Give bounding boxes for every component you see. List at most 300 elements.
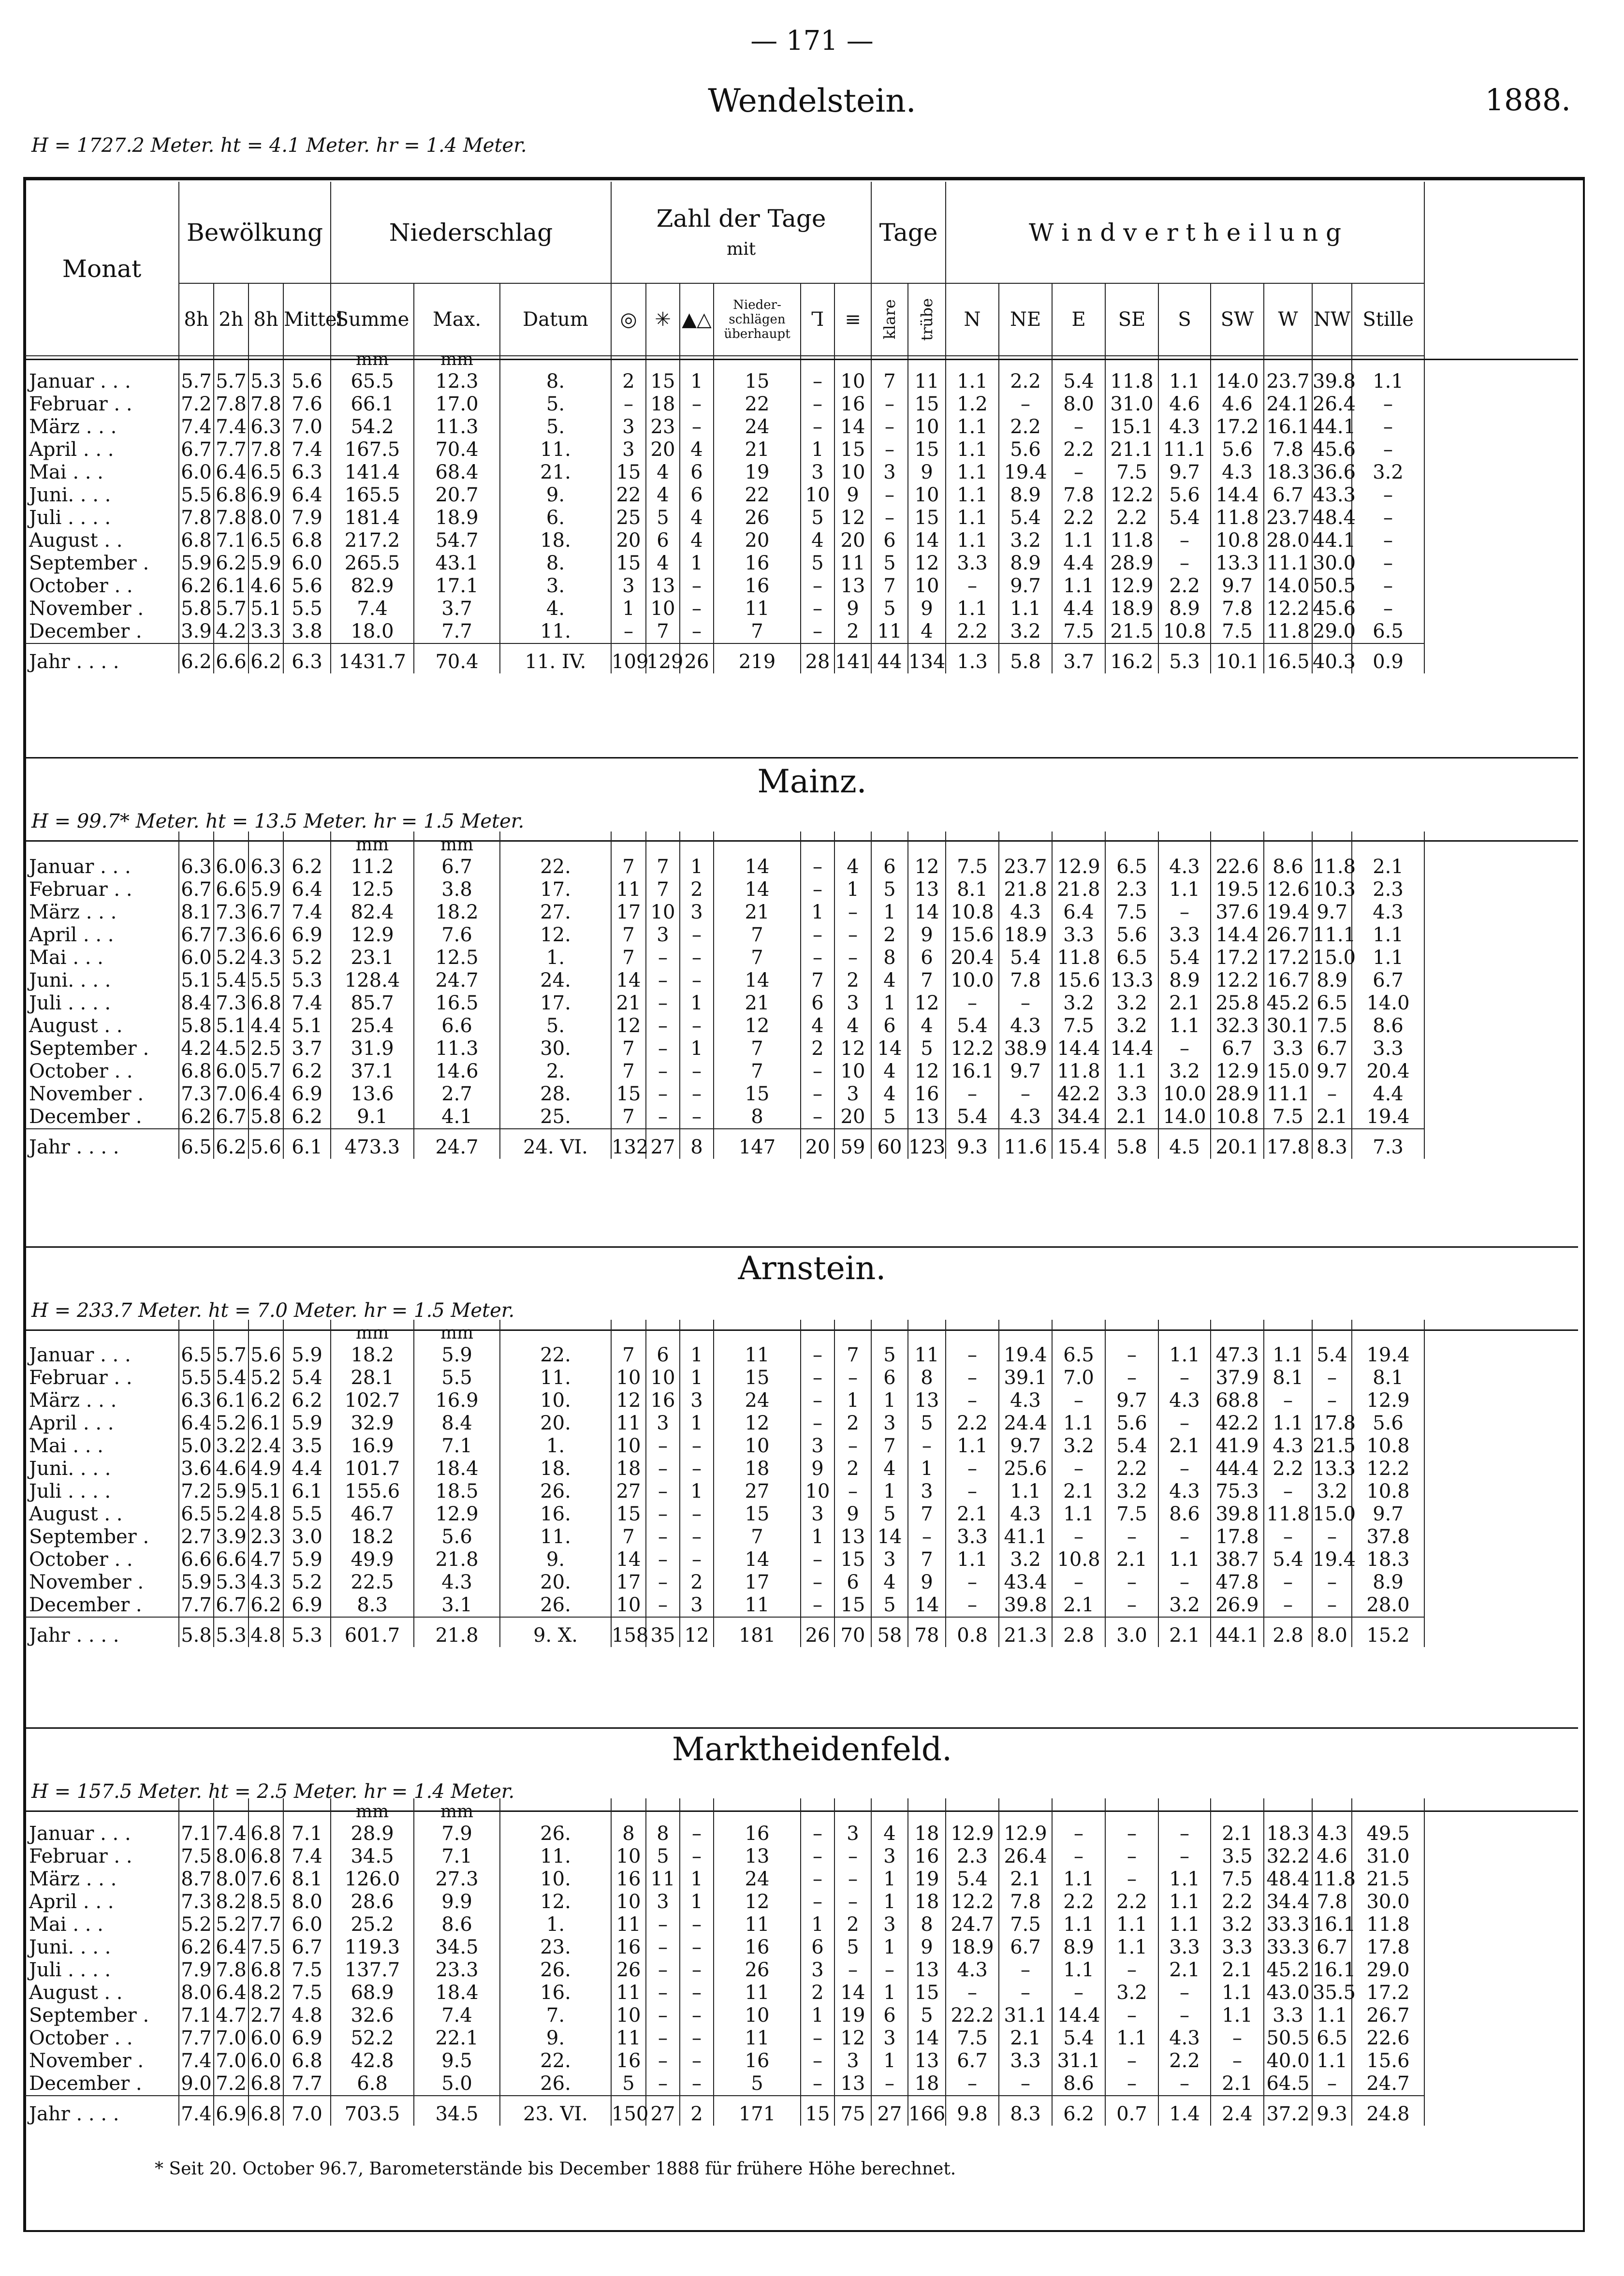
cell: 25.4: [331, 1015, 414, 1037]
cell: 2.2: [946, 1412, 999, 1435]
cell: 10: [646, 901, 680, 924]
cell: 6: [646, 1344, 680, 1367]
unit-cell: [214, 1320, 249, 1344]
cell: 6: [834, 1571, 871, 1594]
cell: 30.1: [1264, 1015, 1312, 1037]
cell: –: [908, 1526, 946, 1548]
cell: –: [1158, 901, 1211, 924]
cell: 165.5: [331, 484, 414, 507]
cell: 26.: [500, 1594, 611, 1617]
cell: 4.6: [1312, 1845, 1352, 1868]
cell: 9: [908, 598, 946, 620]
cell: 1.2: [946, 393, 999, 416]
cell: –: [1052, 1526, 1105, 1548]
table-row: [25, 2004, 1424, 2027]
cell: 12.9: [1052, 856, 1105, 878]
cell: 24: [714, 1389, 801, 1412]
cell: 7.4: [179, 2050, 214, 2072]
cell: 7.8: [249, 438, 283, 461]
cell: –: [801, 1548, 834, 1571]
unit-cell: [25, 1320, 179, 1344]
cell: 5.6: [1211, 438, 1264, 461]
cell: 18.3: [1264, 461, 1312, 484]
cell: 7.8: [214, 393, 249, 416]
cell: 7.9: [283, 507, 331, 529]
cell: –: [1105, 1868, 1158, 1891]
cell: 12: [611, 1015, 646, 1037]
cell: 7.1: [283, 1823, 331, 1845]
cell: –: [680, 1435, 714, 1458]
year-cell: 5.8: [179, 1617, 214, 1647]
year-cell: 24.7: [414, 1129, 500, 1159]
cell: 4.6: [1158, 393, 1211, 416]
year-cell: 2.8: [1052, 1617, 1105, 1647]
cell: 7.8: [999, 969, 1052, 992]
station-title-3: Marktheidenfeld.: [672, 1731, 952, 1768]
cell: 3.3: [249, 620, 283, 643]
cell: 14: [834, 1982, 871, 2004]
cell: 12: [908, 552, 946, 575]
table-row: [25, 1037, 1424, 1060]
cell: 1.1: [946, 484, 999, 507]
cell: 2.1: [1158, 992, 1211, 1015]
cell: 7.8: [1264, 438, 1312, 461]
cell: 4.3: [999, 1503, 1052, 1526]
month-label: Januar . . .: [25, 1823, 179, 1845]
cell: 2.2: [1105, 1458, 1158, 1480]
cell: –: [1352, 529, 1424, 552]
year-cell: 5.8: [999, 643, 1052, 673]
cell: 7.3: [214, 992, 249, 1015]
cell: 6.2: [179, 575, 214, 598]
cell: 9.: [500, 1548, 611, 1571]
cell: 24.: [500, 969, 611, 992]
month-label: Februar . .: [25, 393, 179, 416]
cell: 4.2: [214, 620, 249, 643]
unit-cell: [25, 832, 179, 856]
cell: 6.2: [249, 1389, 283, 1412]
cell: 13: [834, 575, 871, 598]
cell: 30.0: [1352, 1891, 1424, 1913]
cell: 1.1: [1052, 1913, 1105, 1936]
cell: –: [646, 1480, 680, 1503]
cell: 18.2: [414, 901, 500, 924]
cell: 14: [714, 878, 801, 901]
cell: –: [646, 1936, 680, 1959]
cell: 5.6: [999, 438, 1052, 461]
year-row: [25, 1617, 1424, 1647]
cell: 7.6: [249, 1868, 283, 1891]
unit-cell: [1312, 832, 1352, 856]
cell: –: [801, 1868, 834, 1891]
cell: 8.0: [214, 1868, 249, 1891]
cell: 7: [611, 924, 646, 947]
cell: 27: [611, 1480, 646, 1503]
cell: 4.4: [1352, 1083, 1424, 1106]
month-label: Februar . .: [25, 1845, 179, 1868]
cell: 7.8: [999, 1891, 1052, 1913]
cell: 4: [908, 620, 946, 643]
cell: 3.3: [1158, 924, 1211, 947]
cell: –: [680, 1845, 714, 1868]
cell: 12: [834, 1037, 871, 1060]
unit-cell: [680, 832, 714, 856]
cell: 15: [834, 438, 871, 461]
cell: 27.: [500, 901, 611, 924]
cell: 15: [908, 438, 946, 461]
cell: 11.3: [414, 416, 500, 438]
subheader-klare: klare: [871, 283, 908, 356]
cell: –: [946, 2072, 999, 2096]
cell: 10: [611, 1594, 646, 1617]
cell: 7: [611, 947, 646, 969]
cell: 6.0: [283, 1913, 331, 1936]
cell: 39.8: [999, 1594, 1052, 1617]
cell: 4.6: [249, 575, 283, 598]
cell: 6.8: [249, 992, 283, 1015]
cell: 9: [908, 1571, 946, 1594]
unit-cell: [999, 1798, 1052, 1823]
cell: 7.6: [414, 924, 500, 947]
cell: 15: [611, 1503, 646, 1526]
cell: 14: [714, 856, 801, 878]
cell: 2.2: [1105, 1891, 1158, 1913]
cell: 6.9: [249, 484, 283, 507]
cell: –: [680, 1959, 714, 1982]
subheader-e: E: [1052, 283, 1105, 356]
cell: 1.1: [1158, 1548, 1211, 1571]
station-title-1: Mainz.: [757, 763, 867, 800]
cell: –: [999, 1083, 1052, 1106]
cell: 5.6: [1158, 484, 1211, 507]
cell: 7.7: [179, 2027, 214, 2050]
cell: 5.6: [249, 1344, 283, 1367]
cell: 24.1: [1264, 393, 1312, 416]
subheader-ne: NE: [999, 283, 1052, 356]
cell: 18.9: [1105, 598, 1158, 620]
unit-cell: [646, 346, 680, 370]
cell: 7: [646, 620, 680, 643]
cell: –: [801, 1823, 834, 1845]
cell: 4.4: [249, 1015, 283, 1037]
month-label: August . .: [25, 1015, 179, 1037]
cell: –: [834, 901, 871, 924]
cell: 13: [908, 1106, 946, 1129]
cell: 7.5: [283, 1959, 331, 1982]
cell: 3: [611, 416, 646, 438]
cell: 11.3: [414, 1037, 500, 1060]
cell: 6.2: [283, 856, 331, 878]
cell: 1.1: [1052, 1959, 1105, 1982]
cell: 6.5: [1105, 856, 1158, 878]
cell: 5.6: [1105, 924, 1158, 947]
cell: –: [1052, 461, 1105, 484]
cell: 14: [871, 1037, 908, 1060]
cell: 23: [646, 416, 680, 438]
year-cell: 16.2: [1105, 643, 1158, 673]
unit-mm: mm: [414, 832, 500, 856]
cell: 2.1: [946, 1503, 999, 1526]
cell: 2.3: [249, 1526, 283, 1548]
cell: –: [1264, 1480, 1312, 1503]
cell: 7.6: [283, 393, 331, 416]
cell: 3: [834, 2050, 871, 2072]
cell: –: [680, 2072, 714, 2096]
cell: 6.8: [249, 1959, 283, 1982]
unit-cell: [500, 1798, 611, 1823]
cell: 7.4: [283, 438, 331, 461]
cell: 141.4: [331, 461, 414, 484]
subheader-mist: ≡: [834, 283, 871, 356]
cell: 1: [680, 1480, 714, 1503]
cell: 9.7: [1312, 1060, 1352, 1083]
unit-cell: [946, 1798, 999, 1823]
cell: 14: [908, 901, 946, 924]
cell: –: [801, 393, 834, 416]
cell: 1: [680, 992, 714, 1015]
unit-cell: [999, 832, 1052, 856]
cell: 3: [871, 1845, 908, 1868]
unit-cell: [1312, 1798, 1352, 1823]
table-row: [25, 529, 1424, 552]
cell: 2: [680, 878, 714, 901]
cell: 18: [646, 393, 680, 416]
cell: 119.3: [331, 1936, 414, 1959]
cell: 14.0: [1264, 575, 1312, 598]
cell: 25.8: [1211, 992, 1264, 1015]
cell: 1.: [500, 947, 611, 969]
year-cell: 44: [871, 643, 908, 673]
cell: 26: [611, 1959, 646, 1982]
cell: 20: [714, 529, 801, 552]
cell: 1: [801, 1913, 834, 1936]
cell: –: [1158, 1982, 1211, 2004]
cell: 16: [714, 575, 801, 598]
cell: –: [1352, 438, 1424, 461]
cell: –: [946, 992, 999, 1015]
cell: 6.7: [179, 878, 214, 901]
cell: –: [801, 575, 834, 598]
cell: 6.7: [214, 1594, 249, 1617]
header-windvertheilung: W i n d v e r t h e i l u n g: [946, 182, 1424, 283]
cell: 2.3: [1352, 878, 1424, 901]
cell: 28.1: [331, 1367, 414, 1389]
cell: 14.4: [1105, 1037, 1158, 1060]
cell: –: [611, 393, 646, 416]
cell: 4.2: [179, 1037, 214, 1060]
cell: –: [1158, 1458, 1211, 1480]
cell: 6.9: [283, 1594, 331, 1617]
cell: 17.2: [1352, 1982, 1424, 2004]
cell: 7.8: [214, 1959, 249, 1982]
cell: 2.2: [1105, 507, 1158, 529]
unit-cell: [611, 832, 646, 856]
cell: 3.3: [946, 552, 999, 575]
cell: 5.8: [179, 1015, 214, 1037]
cell: 8.1: [946, 878, 999, 901]
cell: 4: [801, 1015, 834, 1037]
cell: 3.6: [179, 1458, 214, 1480]
year-cell: 27: [646, 1129, 680, 1159]
cell: 2.1: [1158, 1959, 1211, 1982]
cell: 1: [680, 1868, 714, 1891]
cell: 4.8: [283, 2004, 331, 2027]
cell: 54.2: [331, 416, 414, 438]
cell: 137.7: [331, 1959, 414, 1982]
cell: 8.4: [414, 1412, 500, 1435]
page-number: — 171 —: [750, 25, 874, 57]
cell: 7.8: [249, 393, 283, 416]
year-cell: 5.3: [283, 1617, 331, 1647]
table-row: [25, 507, 1424, 529]
cell: 11: [714, 1344, 801, 1367]
cell: 5.9: [283, 1344, 331, 1367]
cell: 6.8: [179, 529, 214, 552]
unit-cell: [999, 346, 1052, 370]
cell: 11.8: [1105, 529, 1158, 552]
cell: 8.: [500, 370, 611, 393]
cell: 21.8: [414, 1548, 500, 1571]
year-cell: 171: [714, 2096, 801, 2126]
cell: 1.1: [1158, 1344, 1211, 1367]
year-cell: 26: [801, 1617, 834, 1647]
unit-cell: [801, 1798, 834, 1823]
unit-cell: [249, 832, 283, 856]
cell: 39.1: [999, 1367, 1052, 1389]
cell: 6.7: [179, 924, 214, 947]
unit-cell: [834, 1798, 871, 1823]
cell: 19.5: [1211, 878, 1264, 901]
cell: 5: [871, 598, 908, 620]
unit-cell: [179, 1320, 214, 1344]
cell: 6.0: [179, 947, 214, 969]
cell: 5.8: [179, 598, 214, 620]
cell: 2.7: [179, 1526, 214, 1548]
cell: 5.2: [249, 1367, 283, 1389]
header-bewoelkung: Bewölkung: [179, 182, 331, 283]
table-row: [25, 2050, 1424, 2072]
cell: –: [1264, 1389, 1312, 1412]
cell: 3.3: [1211, 1936, 1264, 1959]
cell: 5.4: [1052, 370, 1105, 393]
cell: 9: [908, 924, 946, 947]
cell: 26.: [500, 1959, 611, 1982]
cell: –: [1052, 1389, 1105, 1412]
cell: 9.9: [414, 1891, 500, 1913]
cell: 3: [801, 461, 834, 484]
cell: 3.3: [1105, 1083, 1158, 1106]
cell: 1: [801, 901, 834, 924]
table-row: [25, 1891, 1424, 1913]
cell: 6.4: [214, 1936, 249, 1959]
cell: 22.: [500, 1344, 611, 1367]
cell: 12.9: [1352, 1389, 1424, 1412]
cell: –: [801, 2027, 834, 2050]
cell: 41.9: [1211, 1435, 1264, 1458]
year-cell: 11.6: [999, 1129, 1052, 1159]
cell: 10.8: [1352, 1480, 1424, 1503]
cell: 3.2: [1105, 1480, 1158, 1503]
cell: 10: [714, 2004, 801, 2027]
cell: 16: [714, 2050, 801, 2072]
cell: 6: [801, 1936, 834, 1959]
table-row: [25, 1435, 1424, 1458]
cell: 14.4: [1052, 2004, 1105, 2027]
unit-cell: [1312, 1320, 1352, 1344]
cell: 22.6: [1211, 856, 1264, 878]
cell: –: [946, 1571, 999, 1594]
cell: 7.5: [1052, 1015, 1105, 1037]
cell: 21.: [500, 461, 611, 484]
cell: 15: [611, 461, 646, 484]
unit-mm: mm: [414, 1320, 500, 1344]
cell: 6.3: [179, 856, 214, 878]
cell: 45.6: [1313, 598, 1356, 620]
cell: 20.: [500, 1571, 611, 1594]
cell: 13: [834, 2072, 871, 2096]
cell: 4: [871, 1823, 908, 1845]
cell: 5.4: [946, 1015, 999, 1037]
cell: 7.4: [283, 901, 331, 924]
cell: 17.2: [1264, 947, 1312, 969]
cell: 8: [714, 1106, 801, 1129]
cell: 21.5: [1352, 1868, 1424, 1891]
height-line-0: H = 1727.2 Meter. ht = 4.1 Meter. hr = 1.4 Meter.: [31, 134, 527, 157]
cell: –: [611, 620, 646, 643]
table-row: [25, 2072, 1424, 2096]
cell: 4.8: [249, 1503, 283, 1526]
year-label: 1888.: [1485, 82, 1571, 117]
cell: 16.9: [414, 1389, 500, 1412]
cell: 31.0: [1352, 1845, 1424, 1868]
month-label: Januar . . .: [25, 856, 179, 878]
cell: 7.5: [1264, 1106, 1312, 1129]
month-label: December .: [25, 1106, 179, 1129]
table-row: [25, 1503, 1424, 1526]
cell: 85.7: [331, 992, 414, 1015]
cell: 9.7: [999, 575, 1052, 598]
cell: 7.0: [283, 416, 331, 438]
station-table-2: [25, 1320, 1425, 1647]
cell: 6: [871, 856, 908, 878]
cell: 3.3: [946, 1526, 999, 1548]
cell: 3: [871, 1548, 908, 1571]
cell: –: [646, 947, 680, 969]
cell: 2.1: [1312, 1106, 1352, 1129]
cell: 7.8: [1052, 484, 1105, 507]
cell: 4.3: [1158, 1480, 1211, 1503]
subheader-8h: 8h: [179, 283, 214, 356]
cell: 5: [871, 1106, 908, 1129]
cell: 22.: [500, 2050, 611, 2072]
cell: 10: [611, 1845, 646, 1868]
cell: 66.1: [331, 393, 414, 416]
cell: 5.0: [179, 1435, 214, 1458]
cell: 4.3: [1158, 1389, 1211, 1412]
year-cell: 129: [646, 643, 680, 673]
cell: 7.8: [214, 507, 249, 529]
header-tage: Tage: [871, 182, 946, 283]
cell: 6: [871, 1367, 908, 1389]
cell: 7.4: [179, 416, 214, 438]
cell: 11.: [500, 438, 611, 461]
cell: 2: [834, 1458, 871, 1480]
table-row: [25, 1367, 1424, 1389]
cell: 16.: [500, 1982, 611, 2004]
table-row: [25, 393, 1424, 416]
cell: –: [871, 438, 908, 461]
cell: 9.7: [999, 1435, 1052, 1458]
